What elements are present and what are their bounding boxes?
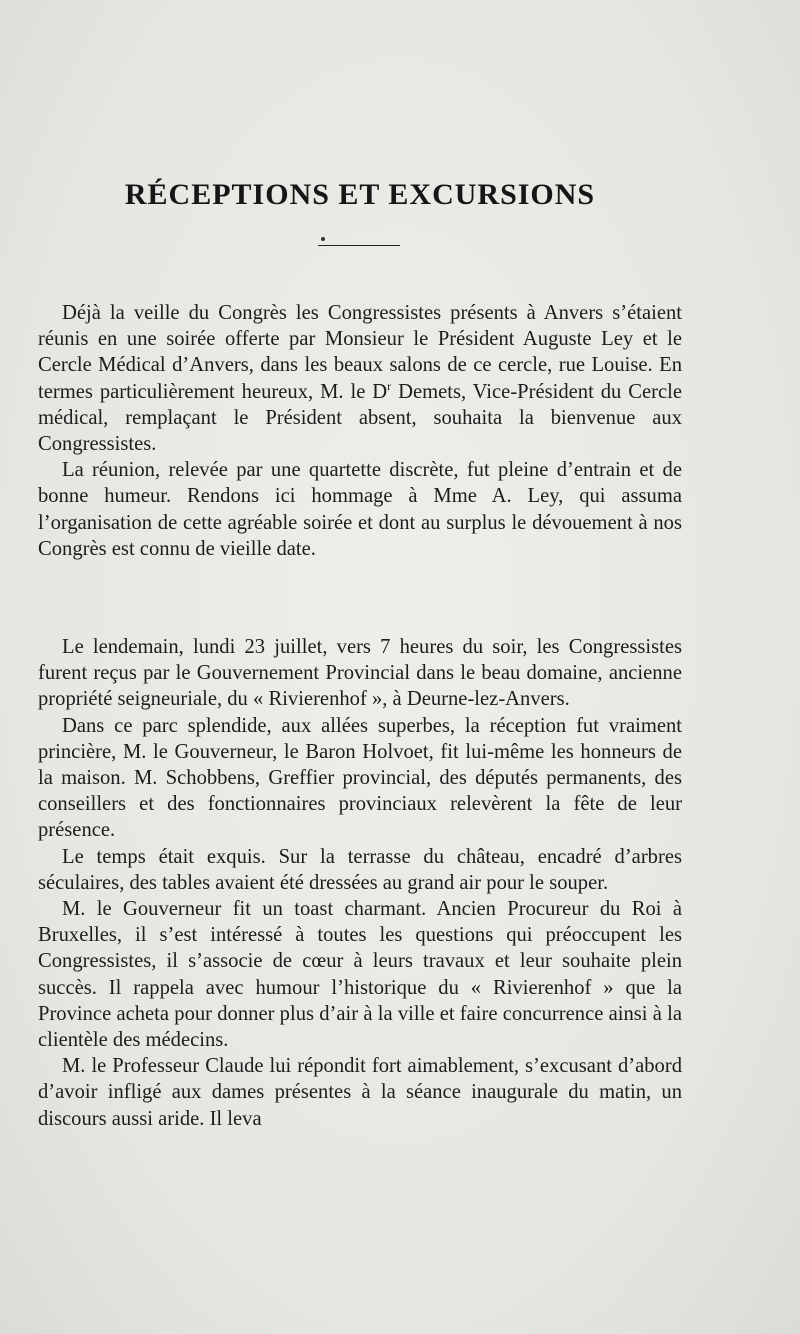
- paragraph: La réunion, relevée par une quartette discrète, fut pleine d’entrain et de bonne humeur. Rendons ici hommage à Mme A. Ley, qui assuma l’organisation de cette agréable soirée et dont au surplus le dévouement à nos Congrès est connu de vieille date.: [38, 459, 682, 560]
- paragraph: M. le Gouverneur fit un toast charmant. Ancien Procureur du Roi à Bruxelles, il s’est intéressé à toutes les questions qui préoccupent les Congressistes, il s’associe de cœur à leurs travaux et leur souhaite plein succès. Il rappela avec humour l’historique du « Rivierenhof » que la Province acheta pour donner plus d’air à la ville et faire concurrence ainsi à la clientèle des médecins.: [38, 898, 682, 1052]
- paragraph: Déjà la veille du Congrès les Congressistes présents à Anvers s’étaient réunis en une soirée offerte par Monsieur le Président Auguste Ley et le Cercle Médical d’Anvers, dans les beaux salons de ce cercle, rue Louise. En termes particulièrement heureux, M. le $D^r$ Demets, Vice-Président du Cercle médical, remplaçant le Président absent, souhaita la bienvenue aux Congressistes.: [38, 302, 682, 456]
- paragraph: Le temps était exquis. Sur la terrasse du château, encadré d’arbres séculaires, des tables avaient été dressées au grand air pour le souper.: [38, 845, 682, 894]
- title-ornament-dot: [321, 237, 325, 241]
- section-evening-reception: [38, 300, 682, 562]
- paragraph: M. le Professeur Claude lui répondit fort aimablement, s’excusant d’abord d’avoir infligé aux dames présentes à la séance inaugurale du matin, un discours aussi aride. Il leva: [38, 1055, 682, 1130]
- section-rivierenhof-reception: [38, 634, 682, 1132]
- paragraph: Dans ce parc splendide, aux allées superbes, la réception fut vraiment princière, M. le Gouverneur, le Baron Holvoet, fit lui-même les honneurs de la maison. M. Schobbens, Greffier provincial, des députés permanents, des conseillers et des fonctionnaires provinciaux relevèrent la fête de leur présence.: [38, 714, 682, 842]
- page-title: RÉCEPTIONS ET EXCURSIONS: [124, 178, 596, 211]
- title-divider: [318, 245, 400, 246]
- paragraph: Le lendemain, lundi 23 juillet, vers 7 heures du soir, les Congressistes furent reçus par le Gouvernement Provincial dans le beau domaine, ancienne propriété seigneuriale, du « Rivierenhof », à Deurne-lez-Anvers.: [38, 636, 682, 711]
